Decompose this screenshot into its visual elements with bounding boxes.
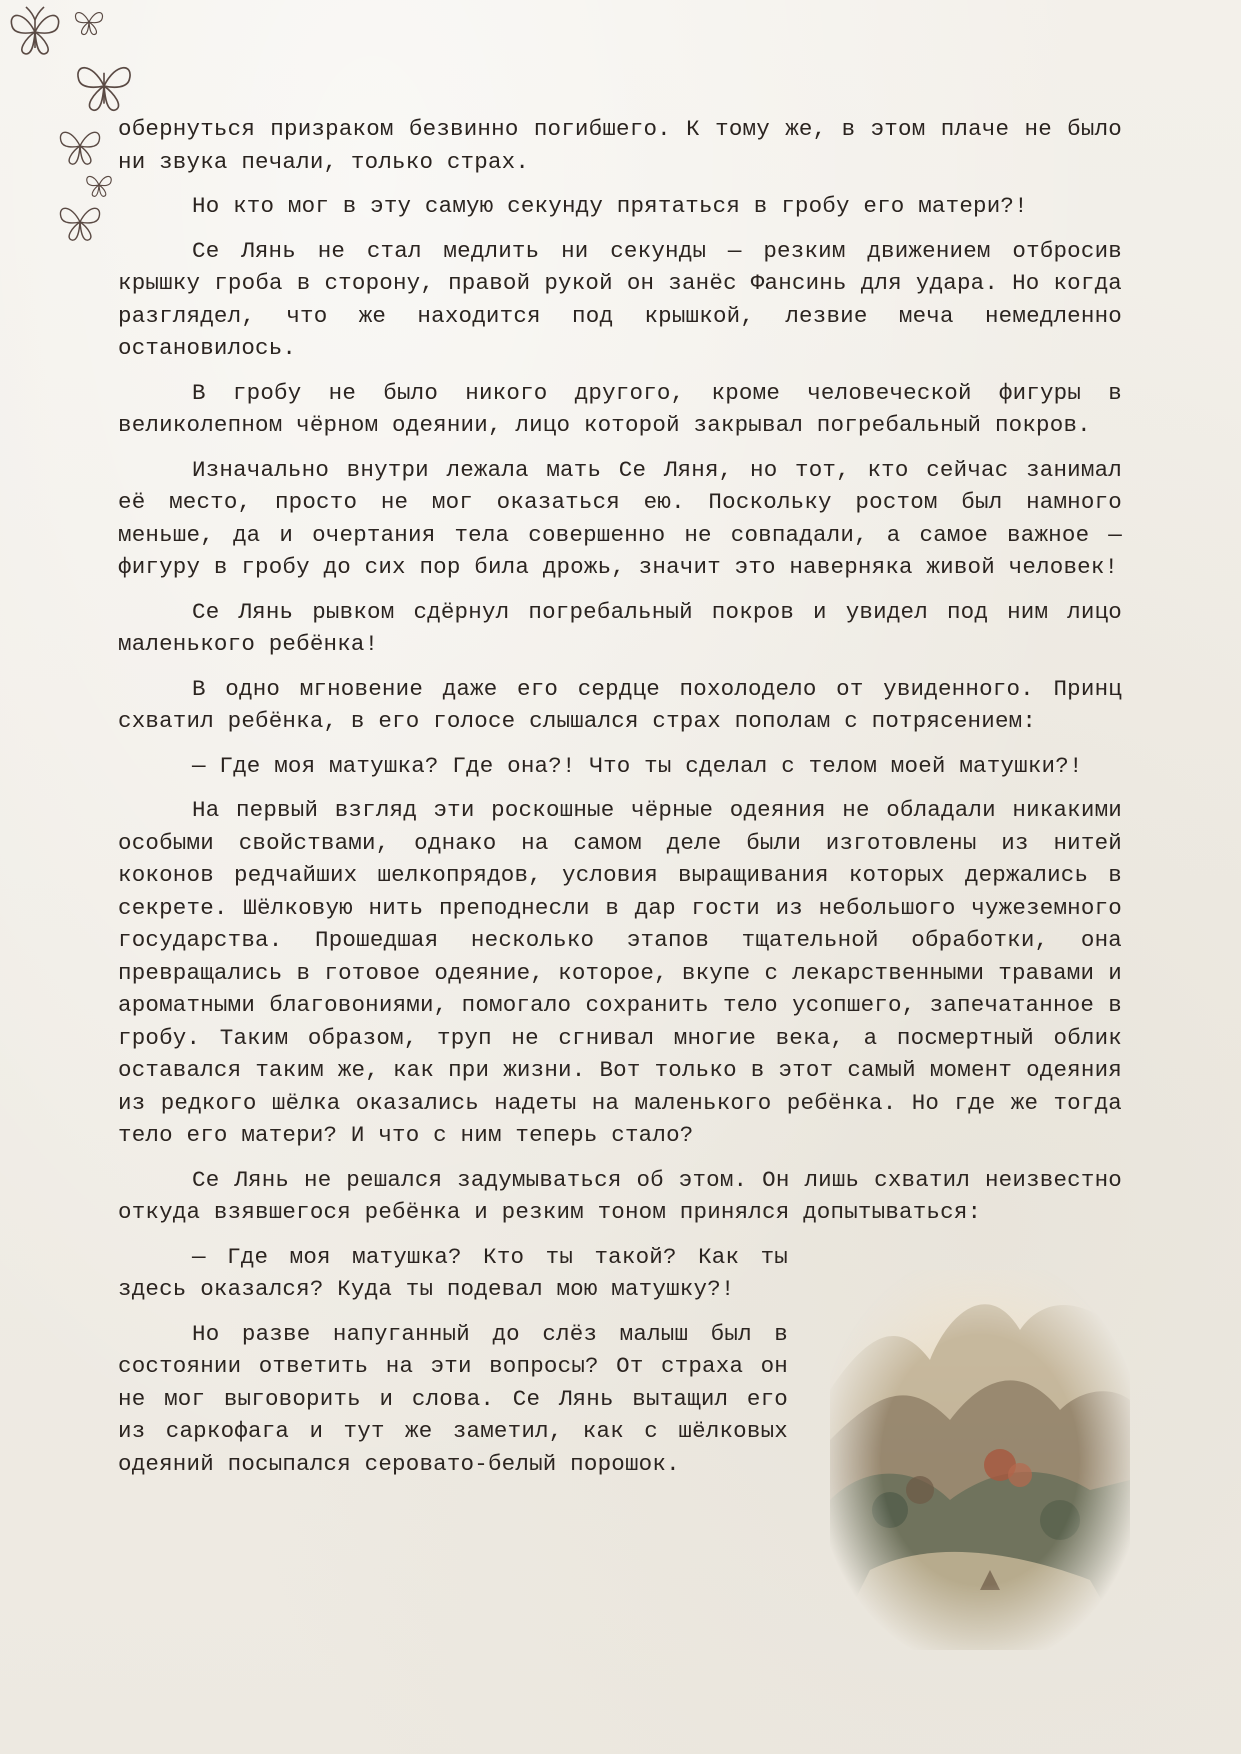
landscape-painting bbox=[830, 1270, 1130, 1650]
butterfly-icon bbox=[72, 54, 136, 118]
butterfly-icon bbox=[72, 6, 106, 38]
butterfly-icon bbox=[56, 122, 104, 170]
dialogue-line: — Где моя матушка? Где она?! Что ты сделал с телом моей матушки?! bbox=[192, 752, 1083, 779]
paragraph: Изначально внутри лежала мать Се Ляня, но тот, кто сейчас занимал её место, просто не мог оказаться ею. Поскольку ростом был намного меньше, да и очертания тела совершенно не совпадали, а самое важное — фигуру в гробу до сих пор била дрожь, значит это наверняка живой человек! bbox=[118, 456, 1122, 580]
landscape-painting-image bbox=[830, 1270, 1130, 1650]
butterfly-icon bbox=[56, 198, 104, 246]
butterfly-icon bbox=[84, 170, 114, 200]
butterfly-icon bbox=[6, 4, 64, 60]
paragraph: В одно мгновение даже его сердце похолодело от увиденного. Принц схватил ребёнка, в его голосе слышался страх пополам с потрясением: bbox=[118, 675, 1122, 734]
paragraph: Се Лянь не решался задумываться об этом. Он лишь схватил неизвестно откуда взявшегося ребёнка и резким тоном принялся допытываться: bbox=[118, 1166, 1122, 1225]
dialogue-line: — Где моя матушка? Кто ты такой? Как ты здесь оказался? Куда ты подевал мою матушку?! bbox=[118, 1243, 788, 1302]
paragraph: Се Лянь не стал медлить ни секунды — резким движением отбросив крышку гроба в сторону, правой рукой он занёс Фансинь для удара. Но когда разглядел, что же находится под крышкой, лезвие меча немедленно остановилось. bbox=[118, 237, 1122, 361]
paragraph: Се Лянь рывком сдёрнул погребальный покров и увидел под ним лицо маленького ребёнка! bbox=[118, 598, 1122, 657]
paragraph: Но разве напуганный до слёз малыш был в состоянии ответить на эти вопросы? От страха он не мог выговорить и слова. Се Лянь вытащил его из саркофага и тут же заметил, как с шёлковых одеяний посыпался серовато-белый порошок. bbox=[118, 1320, 788, 1477]
paragraph: Но кто мог в эту самую секунду прятаться в гробу его матери?! bbox=[192, 193, 1028, 219]
paragraph: обернуться призраком безвинно погибшего. К тому же, в этом плаче не было ни звука печали, только страх. bbox=[118, 116, 1122, 175]
paragraph: В гробу не было никого другого, кроме человеческой фигуры в великолепном чёрном одеянии, лицо которой закрывал погребальный покров. bbox=[118, 379, 1122, 438]
paragraph: На первый взгляд эти роскошные чёрные одеяния не обладали никакими особыми свойствами, однако на самом деле были изготовлены из нитей коконов редчайших шелкопрядов, условия выращивания которых держались в секрете. Шёлковую нить преподнесли в дар гости из небольшого чужеземного государства. Прошедшая несколько этапов тщательной обработки, она превращались в готовое одеяние, которое, вкупе с лекарственными травами и ароматными благовониями, помогало сохранить тело усопшего, запечатанное в гробу. Таким образом, труп не сгнивал многие века, а посмертный облик оставался таким же, как при жизни. Вот только в этот самый момент одеяния из редкого шёлка оказались надеты на маленького ребёнка. Но где же тогда тело его матери? И что с ним теперь стало? bbox=[118, 797, 1122, 1148]
